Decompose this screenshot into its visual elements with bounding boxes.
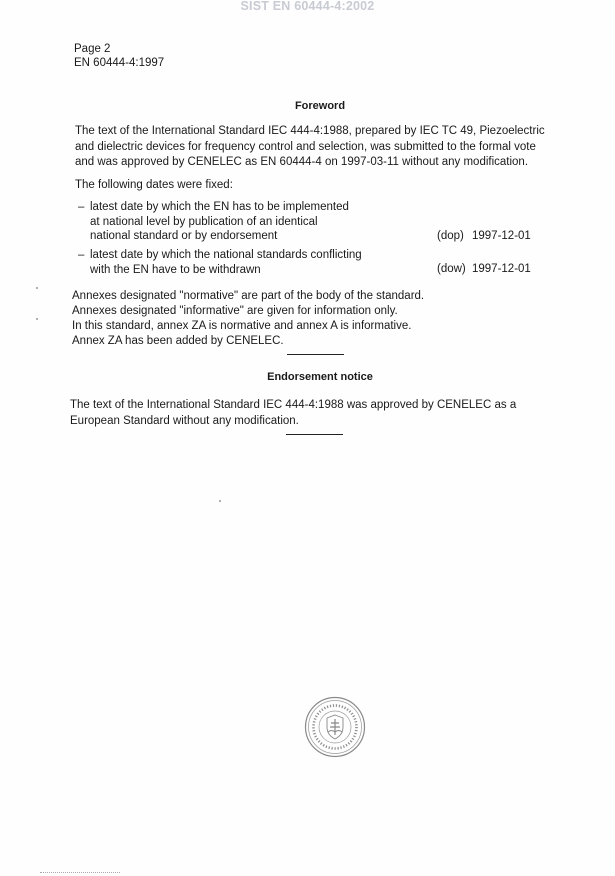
scan-edge — [40, 872, 120, 873]
text-line: Annex ZA has been added by CENELEC. — [72, 335, 284, 347]
section-divider — [287, 354, 344, 355]
text-line: – latest date by which the EN has to be implemented — [78, 201, 349, 213]
dash-marker: – — [78, 201, 85, 213]
date-item-dop — [78, 200, 349, 244]
annex-paragraph — [72, 289, 424, 349]
text-line: and was approved by CENELEC as EN 60444-4 on 1997-03-11 without any modification. — [75, 156, 529, 168]
scan-speck — [36, 318, 38, 320]
date-abbr-dow: (dow) — [437, 263, 466, 275]
foreword-title: Foreword — [294, 100, 346, 112]
foreword-paragraph — [75, 124, 545, 171]
date-abbr-dop: (dop) — [437, 230, 464, 242]
scan-speck — [36, 287, 38, 289]
text-line: – latest date by which the national standards conflicting — [78, 249, 362, 261]
endorsement-paragraph — [70, 397, 516, 429]
date-item-dow — [78, 248, 362, 277]
dates-intro: The following dates were fixed: — [75, 179, 233, 191]
date-value-dop: 1997-12-01 — [472, 230, 531, 242]
section-divider — [286, 434, 343, 435]
text-line: Annexes designated "normative" are part of the body of the standard. — [72, 290, 425, 302]
date-value-dow: 1997-12-01 — [472, 263, 531, 275]
dash-marker: – — [78, 249, 85, 261]
text-line: at national level by publication of an identical — [90, 215, 318, 228]
text-line: The text of the International Standard IEC 444-4:1988 was approved by CENELEC as a — [70, 399, 517, 411]
text-line: In this standard, annex ZA is normative and annex A is informative. — [72, 320, 412, 332]
scan-speck — [219, 500, 221, 502]
text-line: and dielectric devices for frequency control and selection, was submitted to the formal vote — [75, 140, 536, 153]
text-line: national standard or by endorsement — [90, 230, 278, 242]
text-line: Annexes designated "informative" are given for information only. — [72, 305, 398, 317]
page-header — [74, 42, 164, 70]
text-line: European Standard without any modification. — [70, 415, 299, 427]
text-line: with the EN have to be withdrawn — [90, 263, 261, 276]
official-seal-stamp — [304, 696, 366, 758]
text-line: The text of the International Standard IEC 444-4:1988, prepared by IEC TC 49, Piezoelectric — [75, 125, 545, 137]
endorsement-title: Endorsement notice — [267, 371, 373, 383]
watermark: SIST EN 60444-4:2002 — [240, 0, 375, 13]
page-number: Page 2 — [74, 43, 111, 55]
standard-id: EN 60444-4:1997 — [74, 57, 165, 69]
